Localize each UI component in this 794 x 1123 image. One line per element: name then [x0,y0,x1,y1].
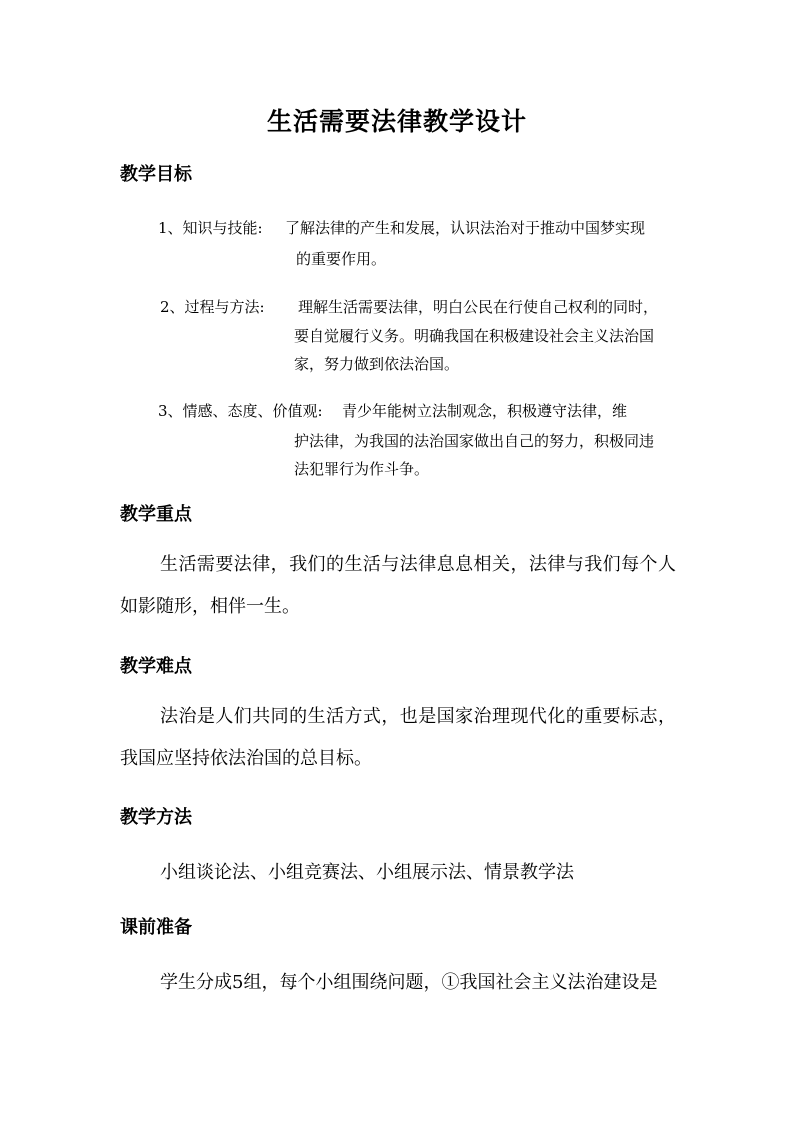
objective-label-2: 2、过程与方法: [160,298,265,316]
section-heading-difficulties: 教学难点 [120,656,192,677]
objective-text-1-line-1: 了解法律的产生和发展，认识法治对于推动中国梦实现 [285,219,646,237]
difficulties-paragraph: 法治是人们共同的生活方式，也是国家治理现代化的重要标志，我国应坚持依法治国的总目标。 [120,706,676,769]
document-title: 生活需要法律教学设计 [266,107,527,136]
objective-label-3: 3、情感、态度、价值观: [158,402,323,420]
preparation-paragraph: 学生分成5组，每个小组围绕问题，①我国社会主义法治建设是 [160,972,658,993]
objective-label-1: 1、知识与技能: [158,219,263,237]
objective-text-2-line-1: 理解生活需要法律，明白公民在行使自己权利的同时， [298,298,659,316]
section-heading-key-points: 教学重点 [120,504,192,525]
key-points-paragraph: 生活需要法律，我们的生活与法律息息相关，法律与我们每个人如影随形，相伴一生。 [120,554,676,617]
objective-text-3-line-1: 青少年能树立法制观念，积极遵守法律，维 [342,402,628,420]
objective-text-1-line-2: 的重要作用。 [296,250,387,268]
objective-text-2-line-2: 要自觉履行义务。明确我国在积极建设社会主义法治国 [294,327,655,345]
methods-paragraph: 小组谈论法、小组竞赛法、小组展示法、情景教学法 [160,862,574,883]
section-heading-objectives: 教学目标 [120,164,192,185]
section-heading-preparation: 课前准备 [120,917,192,938]
section-heading-methods: 教学方法 [120,807,192,828]
objective-text-2-line-3: 家，努力做到依法治国。 [294,355,460,373]
objective-text-3-line-2: 护法律，为我国的法治国家做出自己的努力，积极同违 [294,432,655,450]
objective-text-3-line-3: 法犯罪行为作斗争。 [294,460,430,478]
